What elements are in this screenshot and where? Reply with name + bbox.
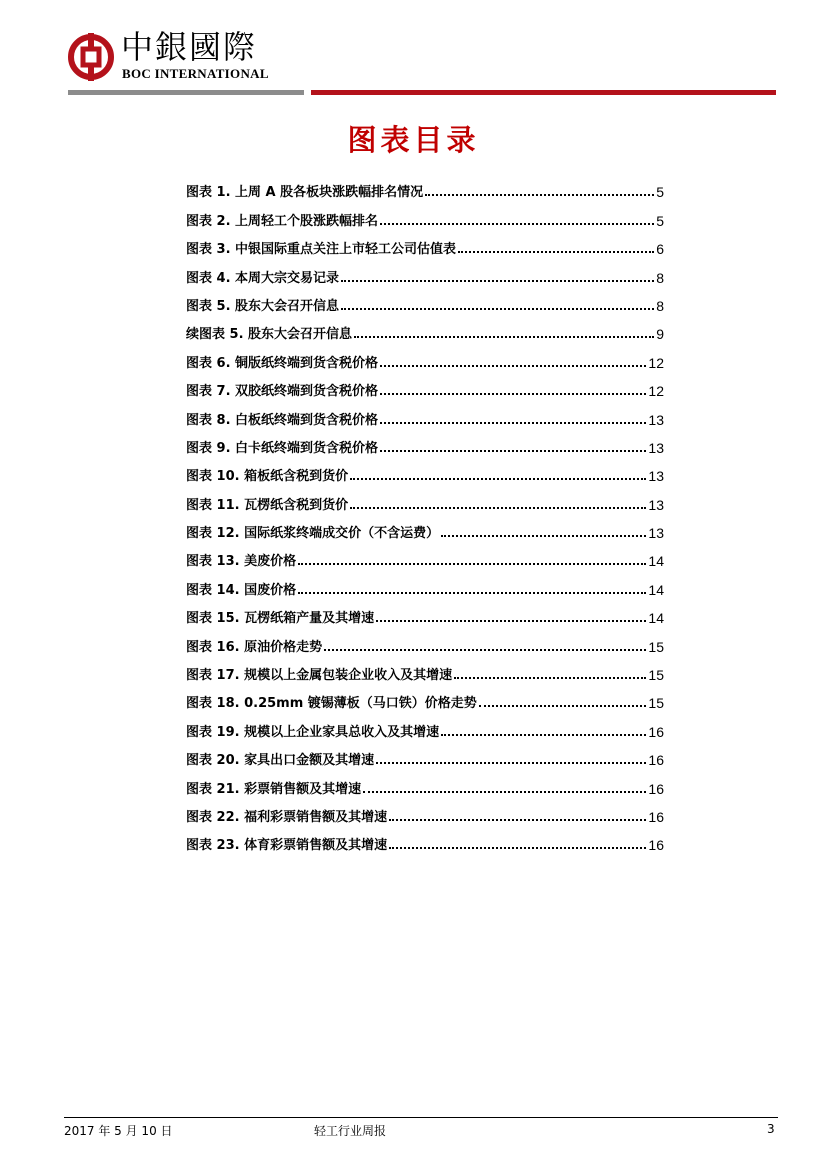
toc-entry-page: 5 xyxy=(656,212,664,229)
toc-entry-page: 16 xyxy=(648,723,664,740)
toc-entry-label: 图表 1. 上周 A 股各板块涨跌幅排名情况 xyxy=(186,185,424,201)
toc-leader-dots xyxy=(341,279,654,282)
toc-entry[interactable] xyxy=(186,825,664,853)
boc-logo-icon xyxy=(68,30,114,84)
toc-entry[interactable] xyxy=(186,626,664,654)
toc-entry-page: 13 xyxy=(648,496,664,513)
toc-entry[interactable] xyxy=(186,172,664,200)
toc-entry-page: 9 xyxy=(656,326,664,343)
toc-title: 图表目录 xyxy=(347,123,480,157)
toc-entry-page: 13 xyxy=(648,468,664,485)
toc-leader-dots xyxy=(350,477,646,480)
toc-entry-label: 图表 8. 白板纸终端到货含税价格 xyxy=(186,412,379,428)
toc-entry[interactable] xyxy=(186,342,664,370)
toc-entry-page: 16 xyxy=(648,837,664,854)
footer-date: 2017 年 5 月 10 日 xyxy=(64,1124,173,1138)
toc-leader-dots xyxy=(425,193,654,196)
toc-entry[interactable] xyxy=(186,428,664,456)
toc-entry-label: 图表 5. 股东大会召开信息 xyxy=(186,298,340,314)
toc-entry[interactable] xyxy=(186,257,664,285)
toc-entry-page: 8 xyxy=(656,269,664,286)
header-divider-red xyxy=(311,90,776,95)
toc-entry[interactable] xyxy=(186,683,664,711)
brand-name-cn: 中銀國際 xyxy=(121,28,258,66)
toc-leader-dots xyxy=(350,506,646,509)
toc-entry[interactable] xyxy=(186,200,664,228)
toc-entry-label: 续图表 5. 股东大会召开信息 xyxy=(186,327,353,343)
toc-entry-label: 图表 9. 白卡纸终端到货含税价格 xyxy=(186,440,379,456)
toc-entry-label: 图表 4. 本周大宗交易记录 xyxy=(186,270,340,286)
toc-entry-label: 图表 21. 彩票销售额及其增速 xyxy=(186,781,362,797)
toc-entry[interactable] xyxy=(186,598,664,626)
toc-entry-label: 图表 15. 瓦楞纸箱产量及其增速 xyxy=(186,611,375,627)
page-header xyxy=(0,0,827,100)
toc-entry-label: 图表 16. 原油价格走势 xyxy=(186,639,323,655)
toc-entry-page: 13 xyxy=(648,439,664,456)
toc-entry[interactable] xyxy=(186,569,664,597)
toc-entry[interactable] xyxy=(186,513,664,541)
toc-entry-page: 14 xyxy=(648,553,664,570)
toc-entry-page: 13 xyxy=(648,525,664,542)
toc-entry-page: 14 xyxy=(648,610,664,627)
toc-entry-page: 15 xyxy=(648,667,664,684)
toc-leader-dots xyxy=(380,421,646,424)
toc-entry-page: 15 xyxy=(648,638,664,655)
toc-leader-dots xyxy=(389,846,646,849)
toc-entry-page: 13 xyxy=(648,411,664,428)
toc-entry-page: 8 xyxy=(656,297,664,314)
toc-entry-label: 图表 12. 国际纸浆终端成交价（不含运费） xyxy=(186,526,440,542)
toc-entry-page: 16 xyxy=(648,780,664,797)
toc-entry-label: 图表 14. 国废价格 xyxy=(186,582,297,598)
toc-entry-label: 图表 17. 规模以上金属包装企业收入及其增速 xyxy=(186,668,453,684)
toc-leader-dots xyxy=(380,222,654,225)
toc-entry[interactable] xyxy=(186,740,664,768)
toc-entry[interactable] xyxy=(186,541,664,569)
toc-entry[interactable] xyxy=(186,371,664,399)
toc-entry-page: 12 xyxy=(648,354,664,371)
toc-entry-page: 16 xyxy=(648,752,664,769)
toc-entry-label: 图表 11. 瓦楞纸含税到货价 xyxy=(186,497,349,513)
footer-divider xyxy=(64,1117,778,1118)
toc-leader-dots xyxy=(454,676,646,679)
toc-entry-label: 图表 10. 箱板纸含税到货价 xyxy=(186,469,349,485)
toc-entry-label: 图表 22. 福利彩票销售额及其增速 xyxy=(186,809,388,825)
toc-entry[interactable] xyxy=(186,314,664,342)
toc-leader-dots xyxy=(324,648,646,651)
toc-leader-dots xyxy=(441,733,646,736)
toc-entry-label: 图表 6. 铜版纸终端到货含税价格 xyxy=(186,355,379,371)
toc-entry[interactable] xyxy=(186,484,664,512)
toc-leader-dots xyxy=(341,307,654,310)
toc-leader-dots xyxy=(458,250,654,253)
toc-entry-page: 12 xyxy=(648,383,664,400)
toc-entry[interactable] xyxy=(186,768,664,796)
header-divider-gray xyxy=(68,90,304,95)
toc-entry-label: 图表 20. 家具出口金额及其增速 xyxy=(186,753,375,769)
toc-entry-page: 14 xyxy=(648,581,664,598)
toc-entry-page: 6 xyxy=(656,241,664,258)
toc-leader-dots xyxy=(298,591,646,594)
toc-entry-page: 16 xyxy=(648,808,664,825)
toc-leader-dots xyxy=(380,449,646,452)
toc-entry-label: 图表 23. 体育彩票销售额及其增速 xyxy=(186,838,388,854)
toc-entry[interactable] xyxy=(186,229,664,257)
toc-entry-label: 图表 2. 上周轻工个股涨跌幅排名 xyxy=(186,213,379,229)
brand-name-en: BOC INTERNATIONAL xyxy=(122,66,269,81)
toc-leader-dots xyxy=(441,534,646,537)
footer-report-name: 轻工行业周报 xyxy=(314,1124,387,1138)
toc-leader-dots xyxy=(376,619,646,622)
toc-entry-label: 图表 13. 美废价格 xyxy=(186,554,297,570)
toc-entry-page: 15 xyxy=(648,695,664,712)
footer-page-number: 3 xyxy=(767,1122,775,1136)
toc-entry[interactable] xyxy=(186,797,664,825)
toc-leader-dots xyxy=(389,818,646,821)
toc-entry-label: 图表 19. 规模以上企业家具总收入及其增速 xyxy=(186,724,440,740)
toc-entry-label: 图表 7. 双胶纸终端到货含税价格 xyxy=(186,384,379,400)
toc-entry-page: 5 xyxy=(656,184,664,201)
toc-entry-label: 图表 3. 中银国际重点关注上市轻工公司估值表 xyxy=(186,242,457,258)
toc-list xyxy=(186,172,664,853)
toc-entry[interactable] xyxy=(186,655,664,683)
toc-leader-dots xyxy=(354,335,654,338)
toc-leader-dots xyxy=(479,704,647,707)
toc-entry-label: 图表 18. 0.25mm 镀锡薄板（马口铁）价格走势 xyxy=(186,696,477,712)
toc-leader-dots xyxy=(380,364,646,367)
toc-entry[interactable] xyxy=(186,286,664,314)
toc-leader-dots xyxy=(298,562,646,565)
toc-leader-dots xyxy=(376,761,646,764)
toc-entry[interactable] xyxy=(186,456,664,484)
toc-leader-dots xyxy=(363,790,646,793)
toc-leader-dots xyxy=(380,392,646,395)
toc-entry[interactable] xyxy=(186,399,664,427)
toc-entry[interactable] xyxy=(186,711,664,739)
